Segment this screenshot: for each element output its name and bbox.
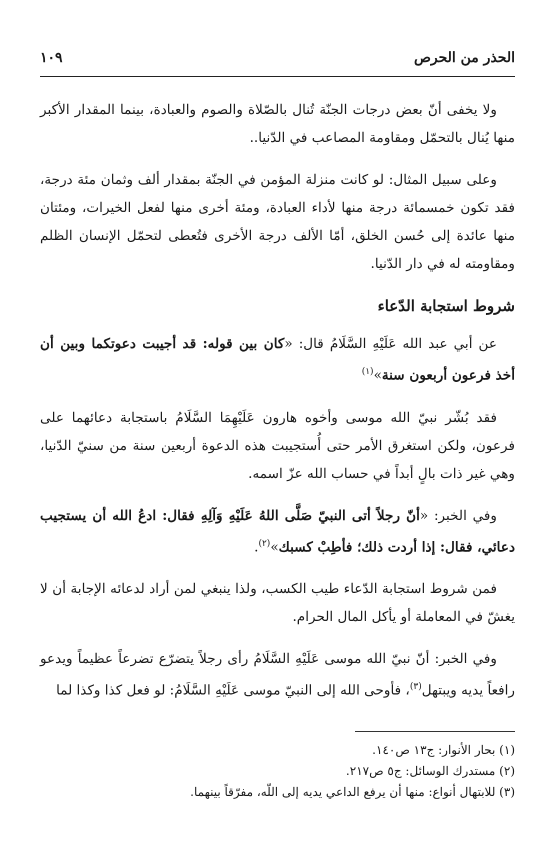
footnote-rule bbox=[355, 731, 515, 732]
hadith-quote-2: أنّ رجلاً أتى النبيّ صَلَّى اللهُ عَلَيْهِ وَآلِهِ فقال: ادعُ الله أن يستجيب دعائي، فقال: إذا أردت ذلك؛ فأطِبْ كسبك bbox=[40, 507, 515, 556]
para7-text1: وفي الخبر: أنّ نبيّ الله موسى عَلَيْهِ السَّلَامُ رأى رجلاً يتضرّع تضرعاً عظيماً ويدعو رافعاً يديه ويبتهل bbox=[40, 651, 515, 699]
footnote-ref-3: (٣) bbox=[409, 682, 422, 693]
paragraph-2: وعلى سبيل المثال: لو كانت منزلة المؤمن في الجنّة بمقدار ألف وثمان مئة درجة، فقد تكون خمسمائة درجة منها لأداء العبادة، ومئة أخرى منها لفعل الخيرات، ومئتان منها عائدة إلى حُسن الخلق، أمّا الألف درجة الأخرى فتُعطى لتحمّل الإنسان الظلم ومقاومته له في دار الدّنيا. bbox=[40, 172, 515, 272]
chapter-title: الحذر من الحرص bbox=[413, 50, 515, 66]
paragraph-7 bbox=[40, 645, 515, 705]
para3-close: » bbox=[373, 367, 382, 384]
footnotes bbox=[40, 740, 515, 803]
header-rule bbox=[40, 76, 515, 77]
paragraph-3 bbox=[40, 330, 515, 390]
body-text bbox=[40, 96, 515, 719]
paragraph-4: فقد بُشّر نبيّ الله موسى وأخوه هارون عَلَيْهِمَا السَّلَامُ باستجابة دعائهما على فرعون، ولكن استغرق الأمر حتى أُستجيبت هذه الدعوة أربعين سنة من سنيّ الدّنيا، وهي غير ذات بالٍ أبداً في حساب الله عزّ اسمه. bbox=[40, 409, 515, 482]
paragraph-5 bbox=[40, 502, 515, 562]
footnote-3: (٣) للابتهال أنواع: منها أن يرفع الداعي يديه إلى اللّه، مفرّقاً بينهما. bbox=[190, 785, 515, 799]
para5-close: » bbox=[270, 539, 279, 556]
hadith-quote-1: كان بين قوله: قد أجيبت دعوتكما وبين أن أخذ فرعون أربعون سنة bbox=[40, 336, 515, 384]
running-header bbox=[40, 46, 515, 72]
footnote-2: (٢) مستدرك الوسائل: ج٥ ص٢١٧. bbox=[345, 764, 515, 778]
para5-end: . bbox=[254, 539, 259, 556]
para3-intro: عن أبي عبد الله عَلَيْهِ السَّلَامُ قال: « bbox=[284, 336, 497, 352]
footnote-ref-2: (٢) bbox=[258, 538, 271, 549]
paragraph-1: ولا يخفى أنّ بعض درجات الجنّة تُنال بالصّلاة والصوم والعبادة، بينما المقدار الأكبر منها يُنال بالتحمّل ومقاومة المصاعب في الدّنيا.. bbox=[40, 102, 515, 146]
para7-text2: ، فأوحى الله إلى النبيّ موسى عَلَيْهِ السَّلَامُ: لو فعل كذا وكذا لما bbox=[56, 682, 410, 699]
page-number: ١٠٩ bbox=[40, 50, 63, 66]
paragraph-6: فمن شروط استجابة الدّعاء طيب الكسب، ولذا ينبغي لمن أراد لدعائه الإجابة أن لا يغشّ في المعاملة أو يأكل المال الحرام. bbox=[40, 581, 515, 626]
footnote-1: (١) بحار الأنوار: ج١٣ ص١٤٠. bbox=[372, 743, 515, 757]
section-heading: شروط استجابة الدّعاء bbox=[377, 297, 515, 315]
footnote-ref-1: (١) bbox=[361, 367, 374, 377]
para5-intro: وفي الخبر: « bbox=[419, 507, 497, 524]
